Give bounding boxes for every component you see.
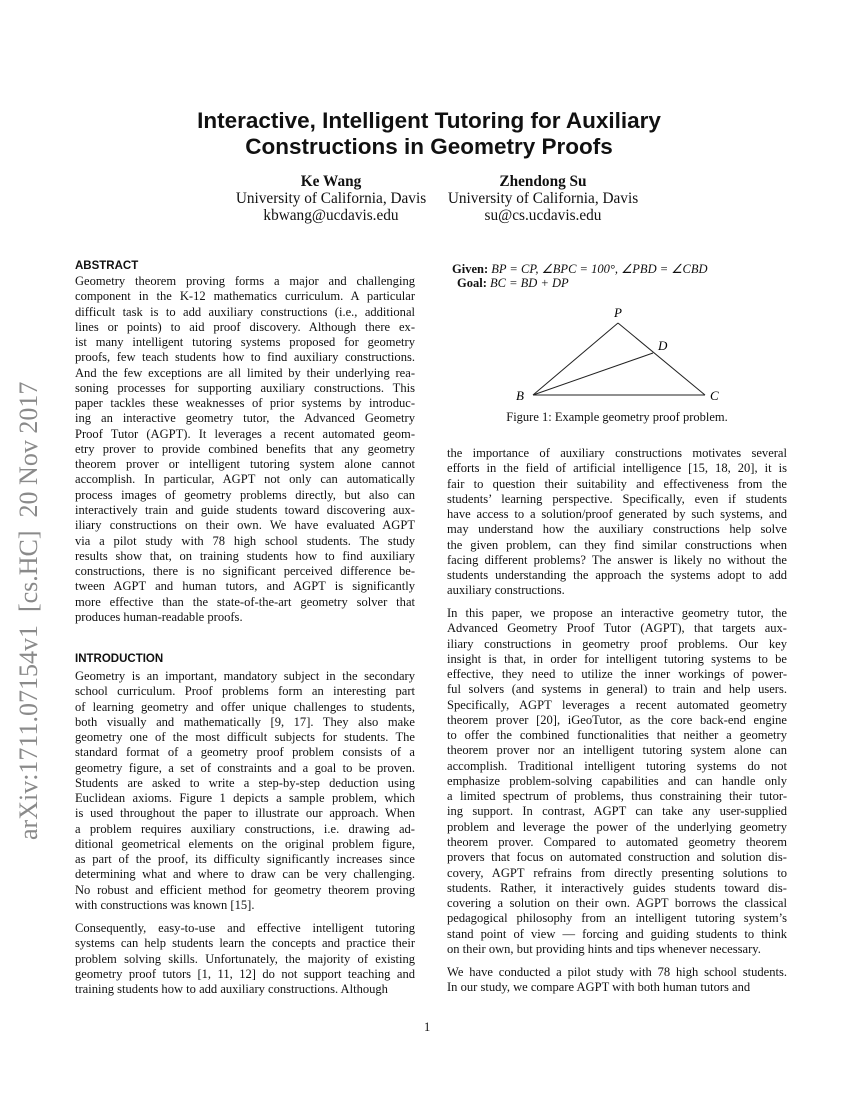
text-line: provers that focus on automated construction and solution dis-	[447, 850, 787, 865]
text-line: Consequently, easy-to-use and effective intelligent tutoring	[75, 921, 415, 935]
text-line: In this paper, we propose an interactive geometry tutor, the	[447, 606, 787, 620]
intro-paragraph-4	[447, 606, 787, 957]
text-line: is used throughout the paper to illustrate our approach. When	[75, 806, 415, 821]
text-line: problem solving skills. Unfortunately, the majority of existing	[75, 951, 415, 966]
text-line: both visually and mathematically [9, 17]. They also make	[75, 714, 415, 729]
arxiv-stamp: arXiv:1711.07154v1 [cs.HC] 20 Nov 2017	[14, 381, 43, 840]
text-line: students understanding the approach the systems adopt to add	[447, 568, 787, 583]
title-line-2: Constructions in Geometry Proofs	[245, 134, 613, 159]
author-email: su@cs.ucdavis.edu	[484, 207, 602, 224]
text-line: proofs, few teach students how to find auxiliary constructions.	[75, 350, 415, 365]
text-line: the importance of auxiliary constructions motivates several	[447, 446, 787, 460]
intro-paragraph-5	[447, 965, 787, 996]
text-line: geometry proof tutors [1, 11, 12] do not support teaching and	[75, 966, 415, 981]
abstract-heading: ABSTRACT	[75, 260, 139, 272]
text-line: fair to question their suitability and effectiveness from the	[447, 476, 787, 491]
text-line: covery, AGPT refrains from directly presenting solutions to	[447, 865, 787, 880]
text-line: as part of the proof, its difficulty significantly increases since	[75, 852, 415, 867]
text-line: No robust and efficient method for geometry theorem proving	[75, 882, 415, 897]
text-line: may understand how the auxiliary constructions help solve	[447, 522, 787, 537]
text-line: We have conducted a pilot study with 78 high school students.	[447, 965, 787, 979]
text-line: interactively train and guide students toward discovering aux-	[75, 502, 415, 517]
intro-paragraph-2	[75, 921, 415, 997]
segment-pc	[618, 323, 705, 395]
text-line: tween AGPT and human tutors, and AGPT is significantly	[75, 579, 415, 594]
text-line: ditional geometrical elements on the original problem figure,	[75, 836, 415, 851]
text-line: determining what and where to draw can be very challenging.	[75, 867, 415, 882]
introduction-heading: INTRODUCTION	[75, 653, 164, 665]
text-line: auxiliary constructions.	[447, 583, 565, 598]
text-line: problem and leverage the power of the underlying geometry	[447, 819, 787, 834]
figure-goal: Goal: BC = BD + DP	[457, 276, 569, 290]
author-affiliation: University of California, Davis	[447, 190, 639, 207]
author-zhendong-su	[438, 173, 648, 224]
text-line: effective, they need to utilize the inner workings of power-	[447, 667, 787, 682]
text-line: lines or points) to aid proof discovery. Although there ex-	[75, 319, 415, 334]
text-line: via a pilot study with 78 high school students. The study	[75, 533, 415, 548]
author-affiliation: University of California, Davis	[235, 190, 427, 207]
text-line: accomplish. Traditional intelligent tutoring systems do not	[447, 758, 787, 773]
text-line: insight is that, in order for intelligent tutoring systems to be	[447, 651, 787, 666]
text-line: Advanced Geometry Proof Tutor (AGPT), that targets aux-	[447, 621, 787, 636]
segment-bp	[533, 323, 618, 395]
text-line: ing support. In contrast, AGPT can take any user-supplied	[447, 804, 787, 819]
figure-caption: Figure 1: Example geometry proof problem.	[506, 410, 728, 424]
text-line: constructions, there is no significant perceived difference be-	[75, 564, 415, 579]
text-line: covering a solution on their own. AGPT borrows the classical	[447, 896, 787, 911]
title-line-1: Interactive, Intelligent Tutoring for Auxiliary	[197, 108, 661, 133]
text-line: Euclidean axioms. Figure 1 depicts a sample problem, which	[75, 791, 415, 806]
abstract-text	[75, 274, 415, 625]
text-line: more effective than the state-of-the-art geometry solver that	[75, 594, 415, 609]
text-line: accomplish. In particular, AGPT not only can automatically	[75, 472, 415, 487]
text-line: iliary constructions on their own. We have evaluated AGPT	[75, 518, 415, 533]
intro-paragraph-1	[75, 669, 415, 913]
text-line: systems can help students learn the concepts and practice their	[75, 936, 415, 951]
text-line: a problem requires auxiliary constructions, i.e. drawing ad-	[75, 821, 415, 836]
given-text: BP = CP, ∠BPC = 100°, ∠PBD = ∠CBD	[491, 262, 708, 276]
text-line: theorem prover. Compared to automated geometry theorem	[447, 834, 787, 849]
text-line: Students are asked to write a step-by-step deduction using	[75, 775, 415, 790]
point-label-c: C	[710, 388, 719, 403]
text-line: students. Rather, it interactively guides students toward dis-	[447, 880, 787, 895]
text-line: ing an interactive geometry tutor, the Advanced Geometry	[75, 411, 415, 426]
text-line: etry prover to provide combined benefits that any geometry	[75, 441, 415, 456]
author-name: Zhendong Su	[499, 173, 587, 190]
text-line: iliary constructions in geometry proof problems. Our key	[447, 636, 787, 651]
text-line: component in the K-12 mathematics curriculum. A particular	[75, 289, 415, 304]
text-line: emphasize problem-solving capabilities and can handle only	[447, 773, 787, 788]
text-line: theorem prover nor an intelligent tutoring system alone can	[447, 743, 787, 758]
text-line: ist many intelligent tutoring systems proposed for geometry	[75, 335, 415, 350]
text-line: the given problem, can they find similar constructions when	[447, 537, 787, 552]
text-line: Specifically, AGPT leverages a recent automated geometry	[447, 697, 787, 712]
text-line: pedagogical philosophy from an intelligent tutoring system’s	[447, 911, 787, 926]
goal-label: Goal	[457, 276, 483, 290]
text-line: efforts in the field of artificial intelligence [15, 18, 20], it is	[447, 461, 787, 476]
text-line: Geometry theorem proving forms a major and challenging	[75, 274, 415, 288]
text-line: a limited spectrum of problems, thus constraining their tutor-	[447, 789, 787, 804]
text-line: stand point of view — forcing and guiding students to think	[447, 926, 787, 941]
text-line: training students how to add auxiliary constructions. Although	[75, 982, 388, 997]
text-line: difficult task is to add auxiliary constructions (i.e., additional	[75, 304, 415, 319]
text-line: geometry figure, a set of constraints and a goal to be proven.	[75, 760, 415, 775]
intro-paragraph-3	[447, 446, 787, 599]
figure-given: Given: BP = CP, ∠BPC = 100°, ∠PBD = ∠CBD	[452, 262, 708, 276]
text-line: Proof Tutor (AGPT). It leverages a recent automated geom-	[75, 426, 415, 441]
text-line: theorem prover or intelligent tutoring system alone cannot	[75, 457, 415, 472]
point-label-p: P	[614, 305, 622, 320]
point-label-d: D	[658, 338, 668, 353]
text-line: school curriculum. Proof problems form an interesting part	[75, 684, 415, 699]
text-line: ful solvers (and systems in general) to train and help users.	[447, 682, 787, 697]
text-line: In our study, we compare AGPT with both human tutors and	[447, 980, 751, 995]
given-label: Given	[452, 262, 484, 276]
text-line: produces human-readable proofs.	[75, 609, 243, 624]
text-line: And the few exceptions are all limited by their underlying rea-	[75, 365, 415, 380]
point-label-b: B	[516, 388, 524, 403]
text-line: standard format of a geometry proof problem consists of a	[75, 745, 415, 760]
text-line: with constructions was known [15].	[75, 897, 255, 912]
text-line: have access to a solution/proof generated by such systems, and	[447, 507, 787, 522]
page-number: 1	[424, 1020, 431, 1034]
text-line: process images of geometry problems directly, but also can	[75, 487, 415, 502]
text-line: facing different problems? The answer is likely no without the	[447, 552, 787, 567]
text-line: results show that, on training students how to find auxiliary	[75, 548, 415, 563]
author-ke-wang	[226, 173, 436, 224]
goal-text: BC = BD + DP	[490, 276, 569, 290]
text-line: geometry one of the most difficult subjects for students. The	[75, 730, 415, 745]
text-line: soning processes for supporting auxiliary constructions. This	[75, 380, 415, 395]
text-line: to offer the combined functionalities that neither a geometry	[447, 728, 787, 743]
text-line: theorem prover [20], iGeoTutor, as the core back-end engine	[447, 712, 787, 727]
text-line: paper tackles these weaknesses of prior systems by introduc-	[75, 396, 415, 411]
author-name: Ke Wang	[300, 173, 362, 190]
text-line: students’ learning perspective. Specifically, even if students	[447, 491, 787, 506]
segment-bd	[533, 353, 653, 395]
text-line: on their own, but providing hints and tips whenever necessary.	[447, 941, 761, 956]
text-line: Geometry is an important, mandatory subject in the secondary	[75, 669, 415, 683]
text-line: of learning geometry and offer unique challenges to students,	[75, 699, 415, 714]
author-email: kbwang@ucdavis.edu	[263, 207, 399, 224]
triangle-diagram	[500, 300, 730, 405]
